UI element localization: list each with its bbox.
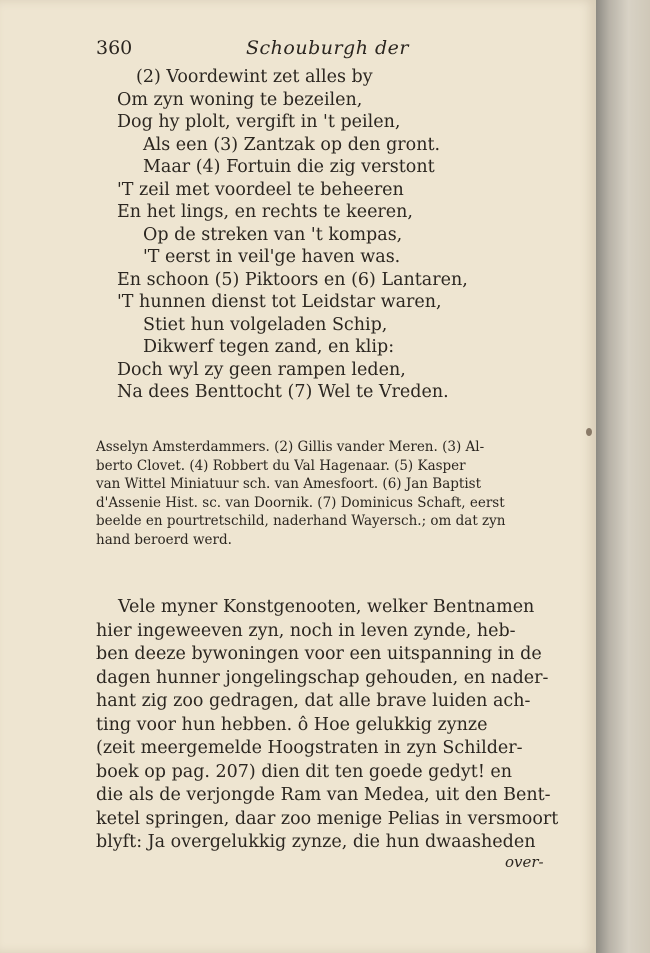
footnote-line: Asselyn Amsterdammers. (2) Gillis vander Meren. (3) Al- (96, 439, 485, 455)
poem-line: Doch wyl zy geen rampen leden, (117, 359, 406, 380)
body-line: ting voor hun hebben. ô Hoe gelukkig zynze (96, 714, 488, 735)
body-line: boek op pag. 207) dien dit ten goede gedyt! en (96, 761, 513, 782)
body-line: ketel springen, daar zoo menige Pelias in versmoort (96, 808, 559, 829)
ink-spot (586, 428, 592, 436)
poem-line: Om zyn woning te bezeilen, (117, 89, 363, 110)
page-header (96, 37, 576, 63)
body-line: blyft: Ja overgelukkig zynze, die hun dwaasheden (96, 832, 536, 852)
poem-line: En schoon (5) Piktoors en (6) Lantaren, (117, 269, 468, 290)
poem-line: Maar (4) Fortuin die zig verstont (143, 157, 435, 177)
catchword: over- (505, 853, 544, 871)
poem-line: Stiet hun volgeladen Schip, (143, 314, 388, 335)
body-line: Vele myner Konstgenooten, welker Bentnamen (118, 597, 535, 617)
body-line: hant zig zoo gedragen, dat alle brave luiden ach- (96, 691, 531, 711)
poem-line: (2) Voordewint zet alles by (136, 67, 373, 87)
footnote-line: hand beroerd werd. (96, 531, 232, 548)
poem-line: Na dees Benttocht (7) Wel te Vreden. (117, 382, 449, 402)
footnote-line: berto Clovet. (4) Robbert du Val Hagenaar. (5) Kasper (96, 457, 466, 474)
poem-line: Op de streken van 't kompas, (143, 224, 403, 245)
footnote-line: van Wittel Miniatuur sch. van Amesfoort. (6) Jan Baptist (96, 476, 482, 492)
poem-line: En het lings, en rechts te keeren, (117, 202, 413, 222)
body-line: hier ingeweeven zyn, noch in leven zynde, heb- (96, 620, 516, 641)
footnote-line: beelde en pourtretschild, naderhand Wayersch.; om dat zyn (96, 513, 506, 529)
footnote-line: d'Assenie Hist. sc. van Doornik. (7) Dominicus Schaft, eerst (96, 494, 505, 511)
poem-line: Dikwerf tegen zand, en klip: (143, 337, 395, 357)
body-line: die als de verjongde Ram van Medea, uit den Bent- (96, 785, 551, 805)
body-line: (zeit meergemelde Hoogstraten in zyn Schilder- (96, 738, 523, 758)
poem-line: 'T eerst in veil'ge haven was. (143, 247, 401, 267)
page-edge (596, 0, 650, 953)
page-number: 360 (96, 37, 133, 59)
body-line: dagen hunner jongelingschap gehouden, en nader- (96, 667, 549, 688)
running-title: Schouburgh der (246, 37, 409, 59)
poem-line: 'T hunnen dienst tot Leidstar waren, (117, 292, 442, 312)
poem-line: Als een (3) Zantzak op den gront. (143, 134, 441, 155)
body-line: ben deeze bywoningen voor een uitspanning in de (96, 644, 542, 664)
poem-line: Dog hy plolt, vergift in 't peilen, (117, 112, 401, 132)
poem-line: 'T zeil met voordeel te beheeren (117, 179, 404, 200)
